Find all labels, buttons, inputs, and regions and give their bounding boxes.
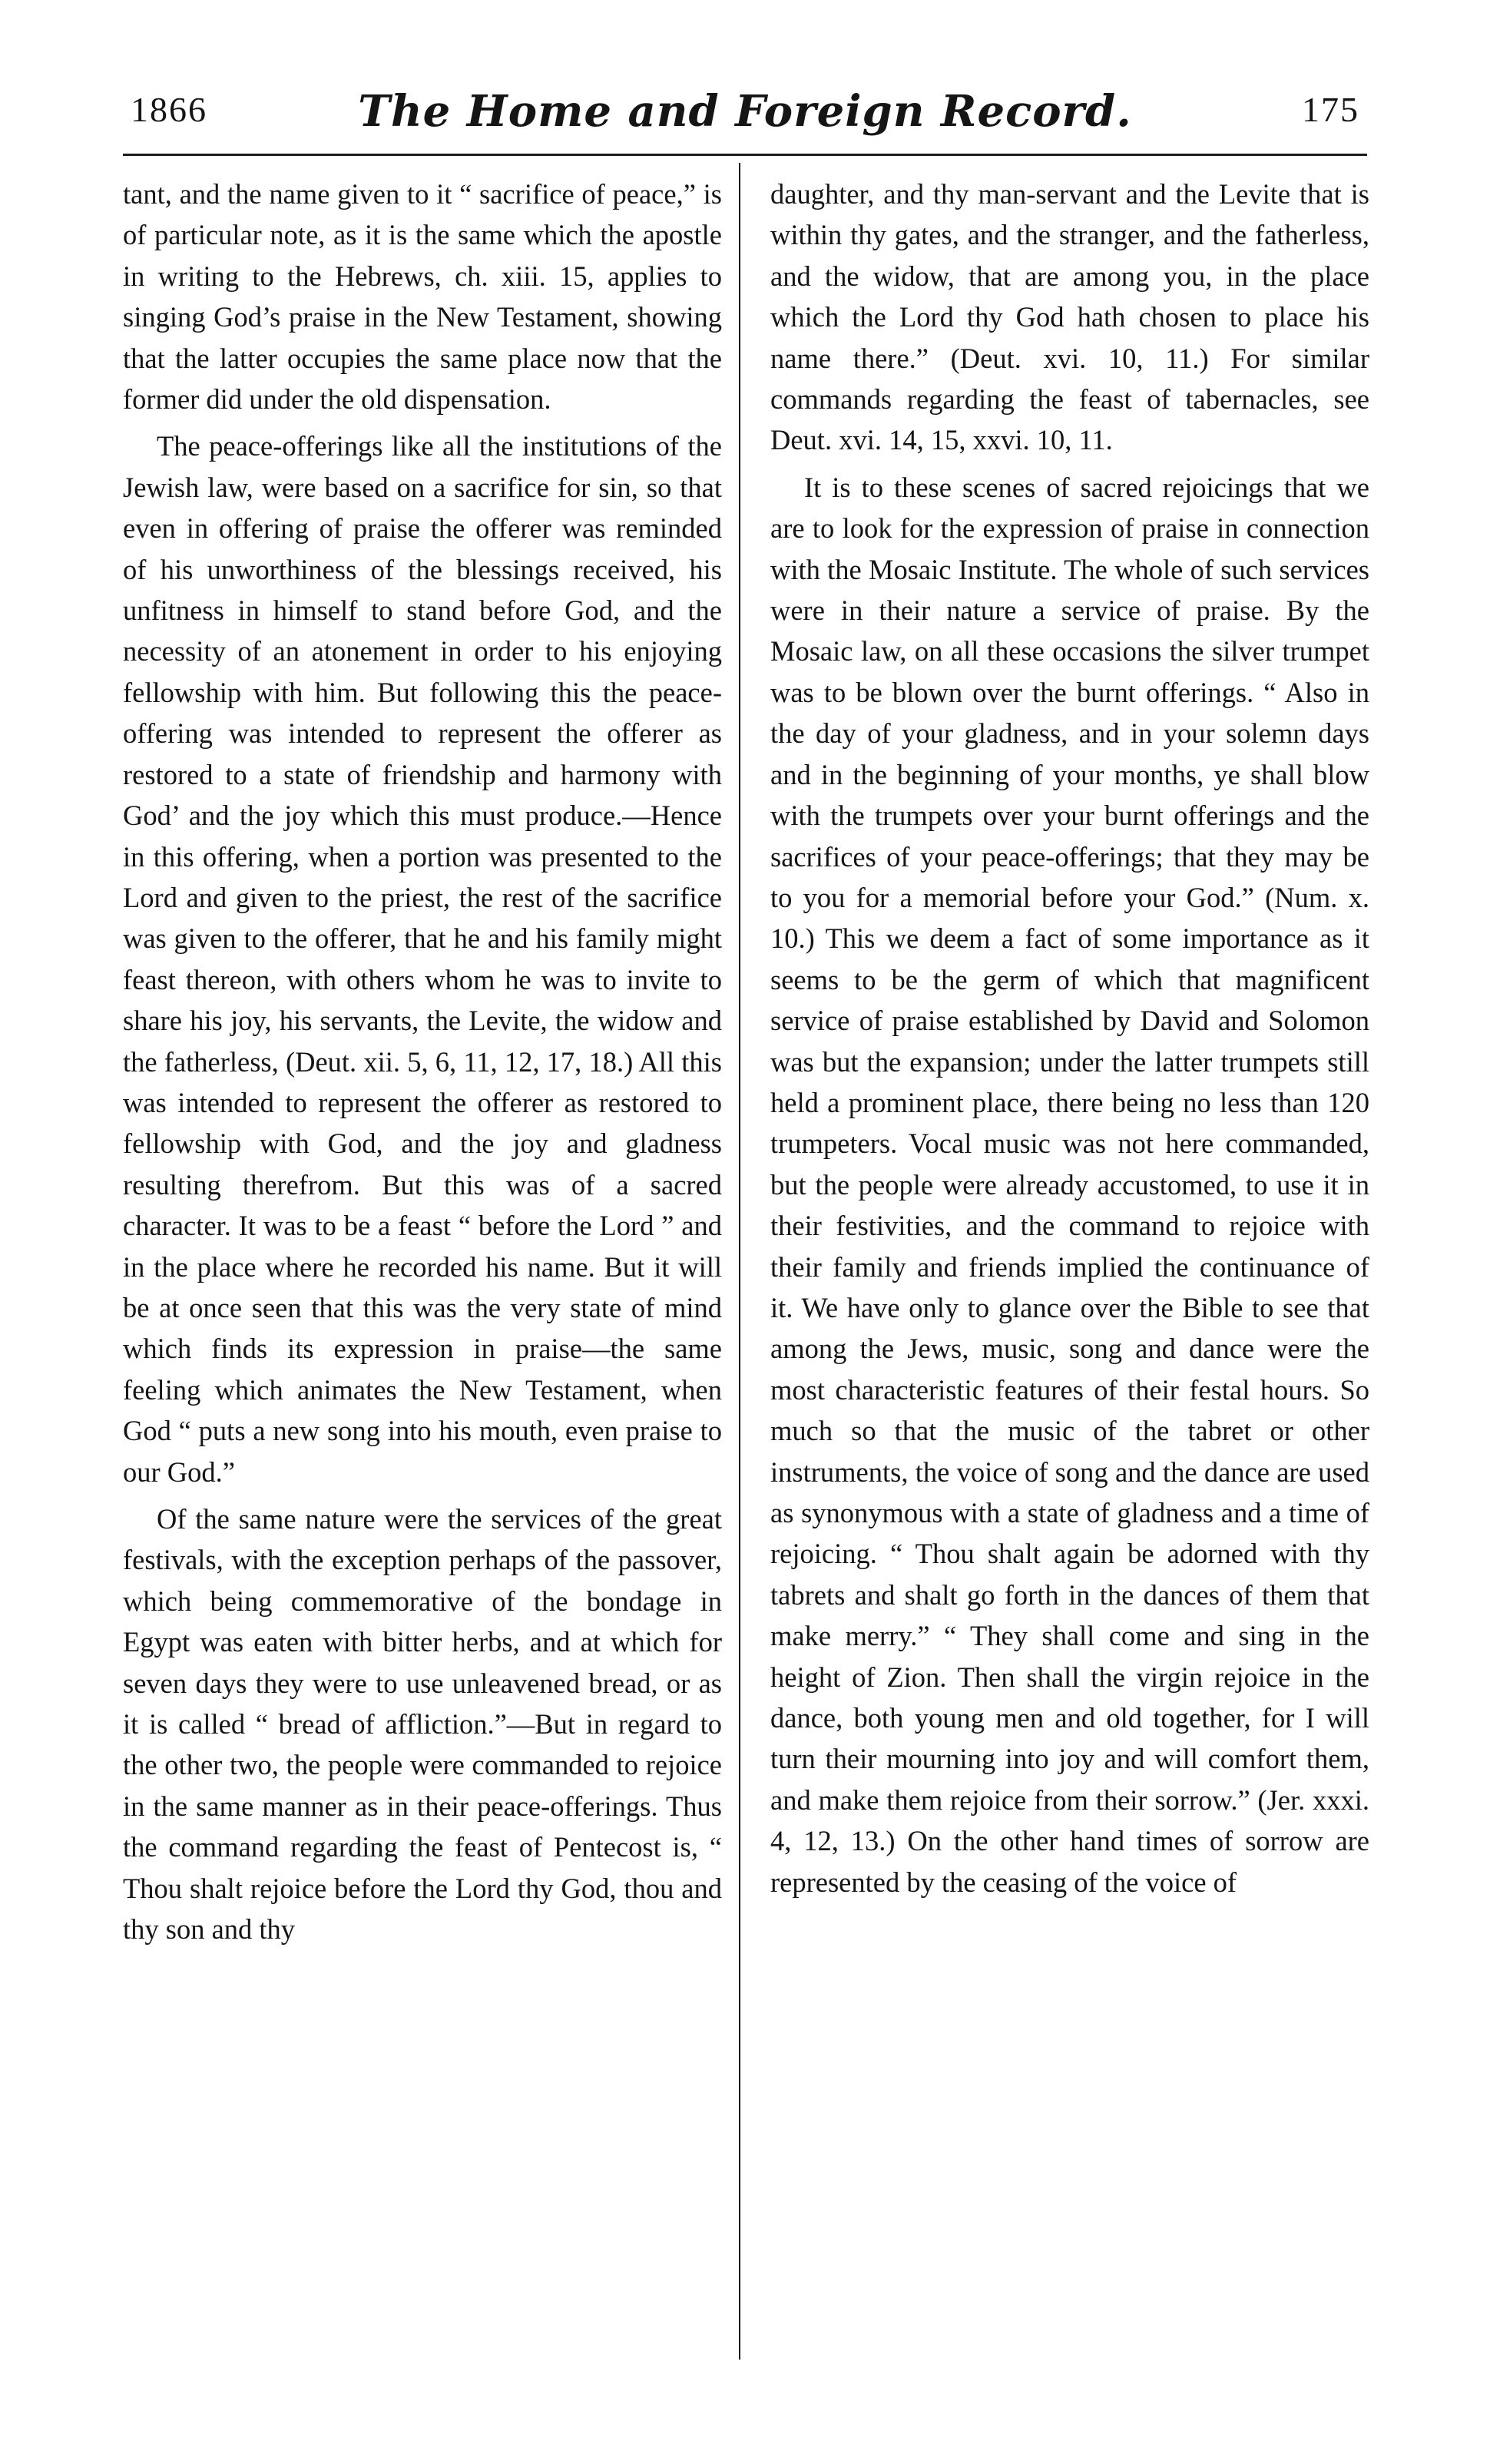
header-rule	[123, 154, 1367, 156]
running-title: The Home and Foreign Record.	[358, 86, 1132, 137]
header-year: 1866	[131, 90, 207, 129]
column-divider	[739, 163, 740, 2360]
page-number: 175	[1302, 90, 1359, 129]
page-header	[131, 86, 1359, 147]
left-paragraph-2: The peace-offerings like all the institutions of the Jewish law, were based on a sacrifice for sin, so that even in offering of praise the offerer was reminded of his unworthiness of the blessings received, his unfitness in himself to stand before God, and the necessity of an atonement in order to his enjoying fellowship with him. But following this the peace-offering was intended to represent the offerer as restored to a state of friendship and harmony with God’ and the joy which this must produce.—Hence in this offering, when a portion was presented to the Lord and given to the priest, the rest of the sacrifice was given to the offerer, that he and his family might feast thereon, with others whom he was to invite to share his joy, his servants, the Levite, the widow and the fatherless, (Deut. xii. 5, 6, 11, 12, 17, 18.) All this was intended to represent the offerer as restored to fellowship with God, and the joy and gladness resulting therefrom. But this was of a sacred character. It was to be a feast “ before the Lord ” and in the place where he recorded his name. But it will be at once seen that this was the very state of mind which finds its expression in praise—the same feeling which animates the New Testament, when God “ puts a new song into his mouth, even praise to our God.”	[123, 430, 722, 1488]
right-paragraph-2: It is to these scenes of sacred rejoicings that we are to look for the expression of praise in connection with the Mosaic Institute. The whole of such services were in their nature a service of praise. By the Mosaic law, on all these occasions the silver trumpet was to be blown over the burnt offerings. “ Also in the day of your gladness, and in your solemn days and in the beginning of your months, ye shall blow with the trumpets over your burnt offerings and the sacrifices of your peace-offerings; that they may be to you for a memorial before your God.” (Num. x. 10.) This we deem a fact of some importance as it seems to be the germ of which that magnificent service of praise established by David and Solomon was but the expansion; under the latter trumpets still held a prominent place, there being no less than 120 trumpeters. Vocal music was not here commanded, but the people were already accustomed, to use it in their festivities, and the command to rejoice with their family and friends implied the continuance of it. We have only to glance over the Bible to see that among the Jews, music, song and dance were the most characteristic features of their festal hours. So much so that the music of the tabret or other instruments, the voice of song and the dance are used as synonymous with a state of gladness and a time of rejoicing. “ Thou shalt again be adorned with thy tabrets and shalt go forth in the dances of them that make merry.” “ They shall come and sing in the height of Zion. Then shall the virgin rejoice in the dance, both young men and old together, for I will turn their mourning into joy and will comfort them, and make them rejoice from their sorrow.” (Jer. xxxi. 4, 12, 13.) On the other hand times of sorrow are represented by the ceasing of the voice of	[770, 471, 1369, 1898]
left-paragraph-1: tant, and the name given to it “ sacrifice of peace,” is of particular note, as it is the same which the apostle in writing to the Hebrews, ch. xiii. 15, applies to singing God’s praise in the New Testament, showing that the latter occupies the same place now that the former did under the old dispensation.	[123, 178, 722, 416]
right-column	[770, 174, 1369, 1909]
right-paragraph-1: daughter, and thy man-servant and the Levite that is within thy gates, and the stranger, and the fatherless, and the widow, that are among you, in the place which the Lord thy God hath chosen to place his name there.” (Deut. xvi. 10, 11.) For similar commands regarding the feast of tabernacles, see Deut. xvi. 14, 15, xxvi. 10, 11.	[770, 178, 1369, 456]
left-column	[123, 174, 722, 1956]
left-paragraph-3: Of the same nature were the services of the great festivals, with the exception perhaps of the passover, which being commemorative of the bondage in Egypt was eaten with bitter herbs, and at which for seven days they were to use unleavened bread, or as it is called “ bread of affliction.”—But in regard to the other two, the people were commanded to rejoice in the same manner as in their peace-offerings. Thus the command regarding the feast of Pentecost is, “ Thou shalt rejoice before the Lord thy God, thou and thy son and thy	[123, 1503, 722, 1946]
